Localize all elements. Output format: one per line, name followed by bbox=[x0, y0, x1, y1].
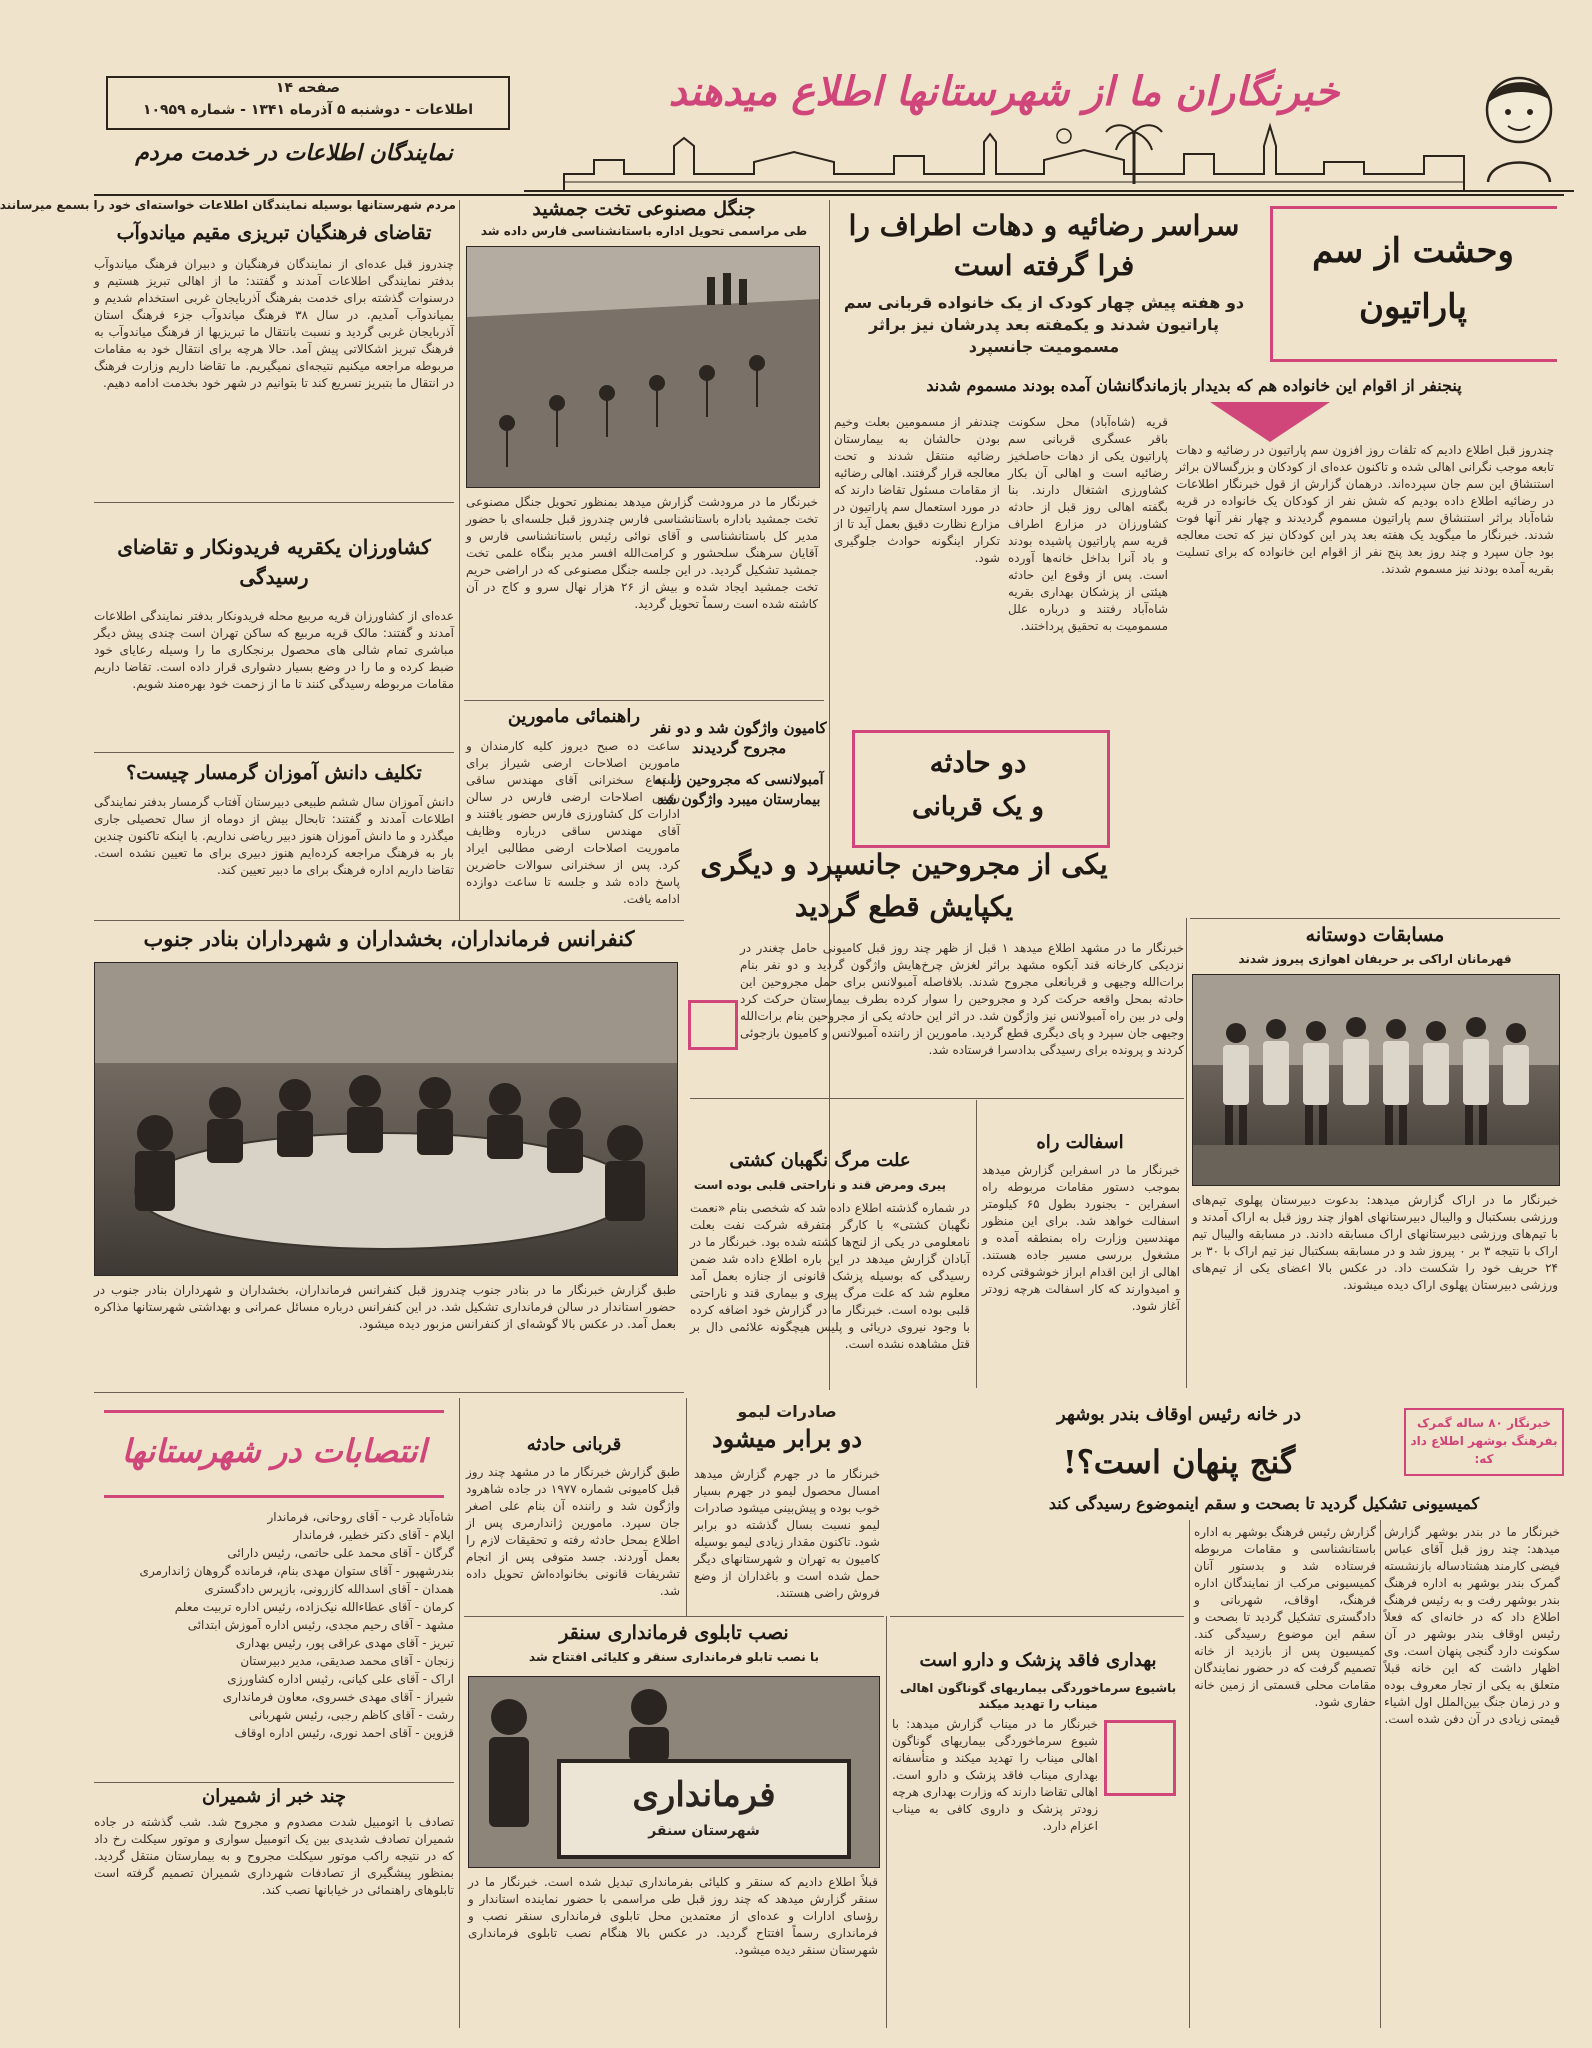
paratyphoid-body-2: قریه (شاه‌آباد) محل سکونت باقر عسگری قربانی سم پاراتیون یکی از دهات حاصلخیز رضائیه است و اهالی آن بکار کشاورزی اشتغال دارند. بنا بگفته اهالی روز قبل از حادثه کشاورزان در مزارع اطراف قریه سم پاراتیون پاشیده بودند و باد آنرا بداخل خانه‌ها آورده است. پس از وقوع این حادثه هیئتی از پزشکان بهداری بقریه شاه‌آباد رفتند و درباره علل مسمومیت به تحقیق پرداختند. bbox=[1008, 415, 1168, 633]
treasure-subheadline: کمیسیونی تشکیل گردید تا بصحت و سقم اینموضوع رسیدگی کند bbox=[1048, 1494, 1480, 1513]
appointment-line: بندرشهپور - آقای ستوان مهدی بنام، فرمانده گروهان ژاندارمری bbox=[139, 1564, 454, 1578]
paratyphoid-deck: دو هفته پیش چهار کودک از یک خانواده قربانی سم پاراتیون شدند و یکمفته بعد پدرشان نیز براثر مسمومیت جانسپرد bbox=[843, 293, 1245, 356]
tabriz-headline: تقاضای فرهنگیان تبریزی مقیم میاندوآب bbox=[116, 222, 432, 244]
students-headline: تکلیف دانش آموزان گرمسار چیست؟ bbox=[126, 762, 422, 784]
appointment-line: مشهد - آقای رحیم مجدی، رئیس اداره آموزش ابتدائی bbox=[187, 1618, 454, 1632]
farmers-headline: کشاورزان یکقریه فریدونکار و تقاضای رسیدگی bbox=[117, 535, 431, 589]
sports-subheadline: قهرمانان اراکی بر حریفان اهوازی پیروز شدند bbox=[1238, 952, 1512, 966]
appointment-line: زنجان - آقای محمد صدیقی، مدیر دبیرستان bbox=[240, 1654, 454, 1668]
appointment-line: اراک - آقای علی کیانی، رئیس اداره کشاورزی bbox=[227, 1672, 454, 1686]
treasure-over: در خانه رئیس اوقاف بندر بوشهر bbox=[1056, 1404, 1302, 1425]
reporter-portrait-icon bbox=[1474, 64, 1564, 184]
sonqor-photo bbox=[468, 1676, 880, 1868]
correspondents-subtitle: مردم شهرستانها بوسیله نمایندگان اطلاعات خواسته‌ای خود را بسمع میرسانند bbox=[0, 198, 456, 212]
pink-arrow-icon bbox=[1210, 402, 1330, 442]
appointment-line: شیراز - آقای مهدی خسروی، معاون فرمانداری bbox=[222, 1690, 454, 1704]
guidance-body: ساعت ده صبح دیروز کلیه کارمندان و مامورین اصلاحات ارضی شیراز برای استماع سخنرانی آقای مهندس ساقی رئیس اصلاحات ارضی فارس در سالن ادارات کل کشاورزی فارس حضور یافتند و آقای مهندس ساقی درباره وظایف ماموریت اصلاحات ارضی مطالبی ایراد کرد. پس از سخنرانی سوالات حاضرین پاسخ داده شد و جلسه تا ساعت دوازده ادامه یافت. bbox=[466, 739, 680, 906]
conference-headline: کنفرانس فرمانداران، بخشداران و شهرداران بنادر جنوب bbox=[143, 926, 635, 951]
treasure-tag: خبرنگار ۸۰ ساله گمرک بفرهنگ بوشهر اطلاع داد که: bbox=[1404, 1408, 1564, 1476]
health-body: خبرنگار ما در میناب گزارش میدهد: با شیوع سرماخوردگی بیماریهای گوناگون اهالی میناب را تهدید میکند و متأسفانه بهداری میناب فاقد پزشک و دارو است. اهالی تقاضا دارند که وزارت بهداری هرچه زودتر پزشک و داروی کافی به میناب اعزام دارد. bbox=[892, 1717, 1098, 1833]
asphalt-body: خبرنگار ما در اسفراین گزارش میدهد بموجب دستور مقامات مربوطه راه اسفراین - بجنورد بطول ۶۵ کیلومتر اسفالت خواهد شد. برای این منظور مهندسین وزارت راه بمنطقه آمده و مشغول بررسی مسیر جاده هستند. اهالی از این اقدام ابراز خوشوقتی کرده و امیدوارند که کار اسفالت هرچه زودتر آغاز شود. bbox=[982, 1163, 1180, 1313]
health-logo-mark bbox=[1104, 1720, 1176, 1796]
paratyphoid-headline-left: وحشت از سم پاراتیون bbox=[1312, 231, 1514, 327]
appointment-line: تبریز - آقای مهدی عراقی پور، رئیس بهداری bbox=[235, 1636, 454, 1650]
appointment-line: قزوین - آقای احمد نوری، رئیس اداره اوقاف bbox=[234, 1726, 454, 1740]
death-subheadline: پیری ومرض قند و ناراحتی قلبی بوده است bbox=[693, 1178, 947, 1192]
sonqor-sign-text: فرمانداری bbox=[632, 1775, 776, 1815]
banner-title: خبرنگاران ما از شهرستانها اطلاع میدهند bbox=[668, 68, 1340, 115]
accident-top-1: کامیون واژگون شد و دو نفر مجروح گردیدند bbox=[651, 719, 827, 757]
sonqor-sign-sub: شهرستان سنقر bbox=[648, 1823, 760, 1839]
death-headline: علت مرگ نگهبان کشتی bbox=[729, 1150, 911, 1171]
appointment-line: همدان - آقای اسدالله کازرونی، بازپرس دادگستری bbox=[204, 1582, 454, 1596]
victim-headline: قربانی حادثه bbox=[526, 1434, 622, 1455]
accident-box-title-1: دو حادثه bbox=[929, 746, 1027, 779]
conference-caption: طبق گزارش خبرنگار ما در بنادر جنوب چندروز قبل کنفرانس فرمانداران، بخشداران و شهرداران بنادر جنوب در حضور استاندار در سالن فرمانداری تشکیل شد. در این کنفرانس درباره مسائل عمرانی و بهداشتی شهرستانها مذاکره بعمل آمد. در عکس بالا گوشه‌ای از کنفرانس مزبور دیده میشود. bbox=[94, 1283, 676, 1331]
palm-tree-icon bbox=[1104, 114, 1164, 184]
lemon-body: خبرنگار ما در جهرم گزارش میدهد امسال محصول لیمو در جهرم بسیار خوب بوده و پیش‌بینی میشود صادرات لیمو نسبت بسال گذشته دو برابر شود. تاکنون مقدار زیادی لیمو بوسیله کامیون به تهران و شهرستانهای دیگر حمل شده است و باغداران از وضع فروش راضی هستند. bbox=[694, 1467, 880, 1600]
issue-line: اطلاعات - دوشنبه ۵ آذرماه ۱۳۴۱ - شماره ۱۰۹۵۹ bbox=[142, 102, 474, 118]
paratyphoid-box bbox=[1270, 206, 1557, 362]
appointment-line: گرگان - آقای محمد علی حاتمی، رئیس دارائی bbox=[227, 1546, 454, 1560]
sports-photo bbox=[1192, 974, 1560, 1186]
appointment-line: شاه‌آباد غرب - آقای روحانی، فرماندار bbox=[267, 1510, 454, 1524]
treasure-body-2: گزارش رئیس فرهنگ بوشهر به اداره باستانشناسی و مقامات مربوطه فرستاده شد و بدستور آنان کمیسیونی مرکب از نمایندگان اداره فرهنگ، اوقاف، شهربانی و دادگستری تشکیل گردید تا بصحت و سقم این موضوع رسیدگی کند. کمیسیون پس از بازدید از خانه تصمیم گرفت که در حضور نمایندگان مقامات محلی قسمتی از زمین خانه حفاری شود. bbox=[1194, 1525, 1376, 1709]
appointment-line: کرمان - آقای عطاءالله نیک‌زاده، رئیس اداره تربیت معلم bbox=[174, 1600, 454, 1614]
sonqor-subheadline: با نصب تابلو فرمانداری سنقر و کلیائی افتتاح شد bbox=[529, 1650, 819, 1664]
appointments-title: انتصابات در شهرستانها bbox=[121, 1432, 427, 1470]
sports-headline: مسابقات دوستانه bbox=[1305, 924, 1445, 946]
victim-body: طبق گزارش خبرنگار ما در مشهد چند روز قبل کامیونی شماره ۱۹۷۷ در جاده شاهرود واژگون شد و راننده آن بنام علی اصغر جان سپرد. مامورین ژاندارمری پس از اطلاع بمحل حادثه رفته و تحقیقات لازم را بعمل آوردند. جسد متوفی پس از انجام تشریفات قانونی بخانواده‌اش تحویل داده شد. bbox=[466, 1465, 681, 1598]
health-subheadline: باشیوع سرماخوردگی بیماریهای گوناگون اهالی میناب را تهدید میکند bbox=[899, 1681, 1177, 1711]
accident-box-title-2: و یک قربانی bbox=[911, 792, 1044, 822]
guidance-headline: راهنمائی مامورین bbox=[507, 706, 641, 727]
sonqor-body: قبلاً اطلاع دادیم که سنقر و کلیائی بفرمانداری تبدیل شده است. خبرنگار ما در سنقر گزارش میدهد که چند روز قبل طی مراسمی با حضور نماینده استاندار و رؤسای ادارات و عده‌ای از معتمدین محل تابلوی فرمانداری سنقر نصب و فرمانداری رسماً افتتاح گردید. در عکس بالا هنگام نصب تابلوی فرمانداری شهرستان سنقر دیده میشود. bbox=[468, 1875, 878, 1957]
appointments-list bbox=[94, 1508, 454, 1776]
tabriz-body: چندروز قبل عده‌ای از نمایندگان فرهنگیان و دبیران فرهنگ میاندوآب بدفتر نمایندگی اطلاعات آمدند و گفتند: ما از اهالی تبریز هستیم و درسنوات گذشته برای خدمت بفرهنگ آذربایجان غربی استخدام شدیم و بمیاندوآب آمدیم. در سال ۳۸ فرهنگ میاندوآب جزء فرهنگ استان آذربایجان غربی گردید و نسبت بانتقال ما تبریزیها از فرهنگ میاندوآب به فرهنگ تبریز اشکالاتی پیش آمد. حالا هرچه برای انتقال خود به مقامات مربوطه مراجعه میکنیم نتیجه‌ای نمیگیریم. ما تقاضا داریم وزارت فرهنگ در انتقال ما بتبریز تسریع کند تا بتوانیم در شهر خود بخدمت ادامه دهیم. bbox=[94, 257, 454, 390]
accident-body: خبرنگار ما در مشهد اطلاع میدهد ۱ قبل از ظهر چند روز قبل کامیونی حامل چغندر در نزدیکی کارخانه قند آبکوه مشهد براثر لغزش چرخ‌هایش واژگون گردید و دو نفر بنام برات‌الله وجیهی و قربانعلی مجروح شدند. بلافاصله آمبولانس برای حمل مجروحین این حادثه بمحل واقعه حرکت کرد و مجروحین را سوار کرده بطرف بیمارستان حرکت کرد ولی در بین راه آمبولانس نیز واژگون شد. در اثر این حادثه یکی از مجروحین بنام برات‌الله وجیهی جان سپرد و پای دیگری قطع گردید. مامورین از راننده آمبولانس و کامیون بازجوئی کردند و پرونده برای رسیدگی بدادسرا فرستاده شد. bbox=[740, 941, 1184, 1057]
appointments-title-frame bbox=[104, 1410, 444, 1498]
treasure-body-1: خبرنگار ما در بندر بوشهر گزارش میدهد: چند روز قبل آقای عباس فیضی کارمند هشتادساله بازنشسته گمرک بندر بوشهر به اداره فرهنگ بندر بوشهر رفت و به رئیس فرهنگ اطلاع داد که در خانه‌ای که فعلاً رئیس اوقاف بندر بوشهر در آن سکونت دارد گنجی پنهان است. وی اظهار داشت که این خانه قبلاً متعلق به یکی از تجار معروف بوده و در زمان جنگ بین‌الملل اول اشیاء قیمتی زیادی در آن دفن شده است. bbox=[1384, 1525, 1560, 1726]
forest-headline: جنگل مصنوعی تخت جمشید bbox=[532, 198, 756, 220]
forest-body: خبرنگار ما در مرودشت گزارش میدهد بمنظور تحویل جنگل مصنوعی تخت جمشید باداره باستانشناسی فارس چندروز قبل جلسه‌ای با حضور مدیر کل باستانشناسی و آقای نوائی رئیس باستانشناسی فارس و آقایان سرهنگ سلحشور و کرامت‌الله افسر مدیر بنگاه علمی تخت جمشید تشکیل گردید. در این جلسه جنگل مصنوعی که در اراضی حریم تخت جمشید ایجاد شده و بیش از ۲۶ هزار نهال سرو و کاج در آن کاشته شده است رسماً تحویل گردید. bbox=[466, 495, 818, 611]
forest-photo bbox=[466, 246, 820, 488]
sonqor-headline: نصب تابلوی فرمانداری سنقر bbox=[559, 1622, 789, 1644]
accident-top-2: آمبولانسی که مجروحین را به بیمارستان میبرد واژگون شد bbox=[654, 772, 824, 808]
masthead-banner bbox=[524, 54, 1574, 192]
correspondents-title: نمایندگان اطلاعات در خدمت مردم bbox=[135, 140, 453, 166]
paratyphoid-body-1: چندروز قبل اطلاع دادیم که تلفات روز افزون سم پاراتیون در رضائیه و دهات تابعه موجب نگرانی اهالی شده و تاکنون عده‌ای از کودکان و بزرگسالان براثر استنشاق این سم جان سپرده‌اند. درهمان گزارش از قول خبرنگار اطلاعات در رضائیه اطلاع داده بودیم که شش نفر از کودکان یک خانواده در قریه شاه‌آباد براثر استنشاق سم پاراتیون مسموم گردیدند و چهار نفر آنها فوت شدند. خبرنگار ما میگوید یک هفته بعد پدر این کودکان نیز که تحت معالجه بود جان سپرد و چند روز بعد پنج نفر از اقوام این خانواده که برای تسلیت بقریه آمده بودند نیز مسموم شدند. bbox=[1176, 443, 1554, 576]
asphalt-headline: اسفالت راه bbox=[1036, 1132, 1124, 1153]
farmers-body: عده‌ای از کشاورزان قریه مربیع محله فریدونکار بدفتر نمایندگی اطلاعات آمدند و گفتند: مالک قریه مربیع که ساکن تهران است چندی پیش دیگر مباشری تمام شالی های محصول برنجکاری ما را وسیله رعایای خود ضبط کرده و ما را در وضع بسیار دشواری قرار داده است. تقاضا داریم مقامات مربوطه رسیدگی کنند تا ما از زحمت خود بهره‌مند شویم. bbox=[94, 609, 454, 691]
appointment-line: ایلام - آقای دکتر خطیر، فرماندار bbox=[293, 1528, 454, 1542]
accident-box bbox=[852, 730, 1110, 848]
sports-body: خبرنگار ما در اراک گزارش میدهد: بدعوت دبیرستان پهلوی تیم‌های ورزشی بسکتبال و والیبال دبیرستانهای اهواز چند روز قبل به اراک آمدند و با تیم‌های ورزشی دبیرستانهای اراک مسابقه دادند. در مسابقه والیبال تیم اراک با نتیجه ۳ بر ۰ پیروز شد و در مسابقه بسکتبال نیز تیم اراک با ۳۰ بر ۲۴ حریف خود را شکست داد. در عکس بالا اعضای یکی از تیم‌های ورزشی دبیرستان پهلوی اراک دیده میشوند. bbox=[1192, 1193, 1559, 1292]
shemiran-news-body: تصادف با اتومبیل شدت مصدوم و مجروح شد. شب گذشته در جاده شمیران تصادف شدیدی بین یک اتومبیل سواری و موتور سیکلت رخ داد که در نتیجه راکب موتور سیکلت مجروح و به بیمارستان منتقل گردید. بمنظور پیشگیری از تصادفات شهرداری شمیران تصمیم گرفته است تابلوهای راهنمائی در خیابانها نصب کند. bbox=[94, 1815, 454, 1897]
lemon-headline: دو برابر میشود bbox=[711, 1424, 863, 1453]
accident-headline: یکی از مجروحین جانسپرد و دیگری bbox=[700, 848, 1108, 881]
death-body: در شماره گذشته اطلاع داده شد که شخصی بنام «نعمت نگهبان کشتی» با کارگر متفرقه شرکت نفت بعلت نامعلومی در یکی از لنج‌ها کشته شده بود. خبرنگار ما در آبادان گزارش میدهد در این باره اطلاع داده شد ضمن رسیدگی که بوسیله پزشک قانونی از جنازه بعمل آمد معلوم شد که علت مرگ پیری و بیماری قند و ناراحتی قلبی بوده است. خبرنگار ما در گزارش خود اضافه کرده با وجود نیروی دریائی و پلیس هیچگونه علائمی دال بر قتل مشاهده نشده است. bbox=[690, 1201, 970, 1351]
shemiran-news-headline: چند خبر از شمیران bbox=[201, 1786, 347, 1807]
accident-headline-2: یکپایش قطع گردید bbox=[794, 890, 1014, 923]
lemon-over: صادرات لیمو bbox=[737, 1402, 837, 1421]
paratyphoid-body-3: چندنفر از مسمومین بعلت وخیم بودن حالشان به بیمارستان رضائیه منتقل شدند و تحت معالجه قرار گرفتند. اهالی رضائیه از مقامات مسئول تقاضا دارند که در مورد استعمال سم پاراتیون در مزارع نظارت دقیق بعمل آید تا از تکرار اینگونه حوادث جلوگیری شود. bbox=[834, 415, 1000, 565]
forest-subheadline: طی مراسمی تحویل اداره باستانشناسی فارس داده شد bbox=[480, 224, 808, 238]
paratyphoid-headline-right: سراسر رضائیه و دهات اطراف را فرا گرفته است bbox=[848, 209, 1240, 282]
health-headline: بهداری فاقد پزشک و دارو است bbox=[919, 1650, 1157, 1671]
page-number: صفحه ۱۴ bbox=[275, 80, 341, 96]
skyline-illustration bbox=[564, 116, 1464, 190]
conference-photo bbox=[94, 962, 678, 1276]
students-body: دانش آموزان سال ششم طبیعی دبیرستان آفتاب گرمسار بدفتر نمایندگی اطلاعات آمدند و گفتند: تابحال بیش از دوماه از سال تحصیلی جاری میگذرد و ما دانش آموزان هنوز دبیر ریاضی نداریم. با اینکه تاکنون چندین بار به فرهنگ مراجعه کرده‌ایم هنوز دبیری برای ما تعیین نشده است. تقاضا داریم اداره فرهنگ برای ما دبیر تعیین کند. bbox=[94, 795, 454, 877]
accident-logo-mark bbox=[688, 1000, 738, 1050]
appointment-line: رشت - آقای کاظم رجبی، رئیس شهربانی bbox=[248, 1708, 454, 1722]
issue-info-box bbox=[106, 76, 510, 130]
paratyphoid-subhead: پنجنفر از اقوام این خانواده هم که بدیدار بازماندگانشان آمده بودند مسموم شدند bbox=[926, 376, 1462, 395]
treasure-headline: گنج پنهان است؟! bbox=[1062, 1443, 1296, 1481]
